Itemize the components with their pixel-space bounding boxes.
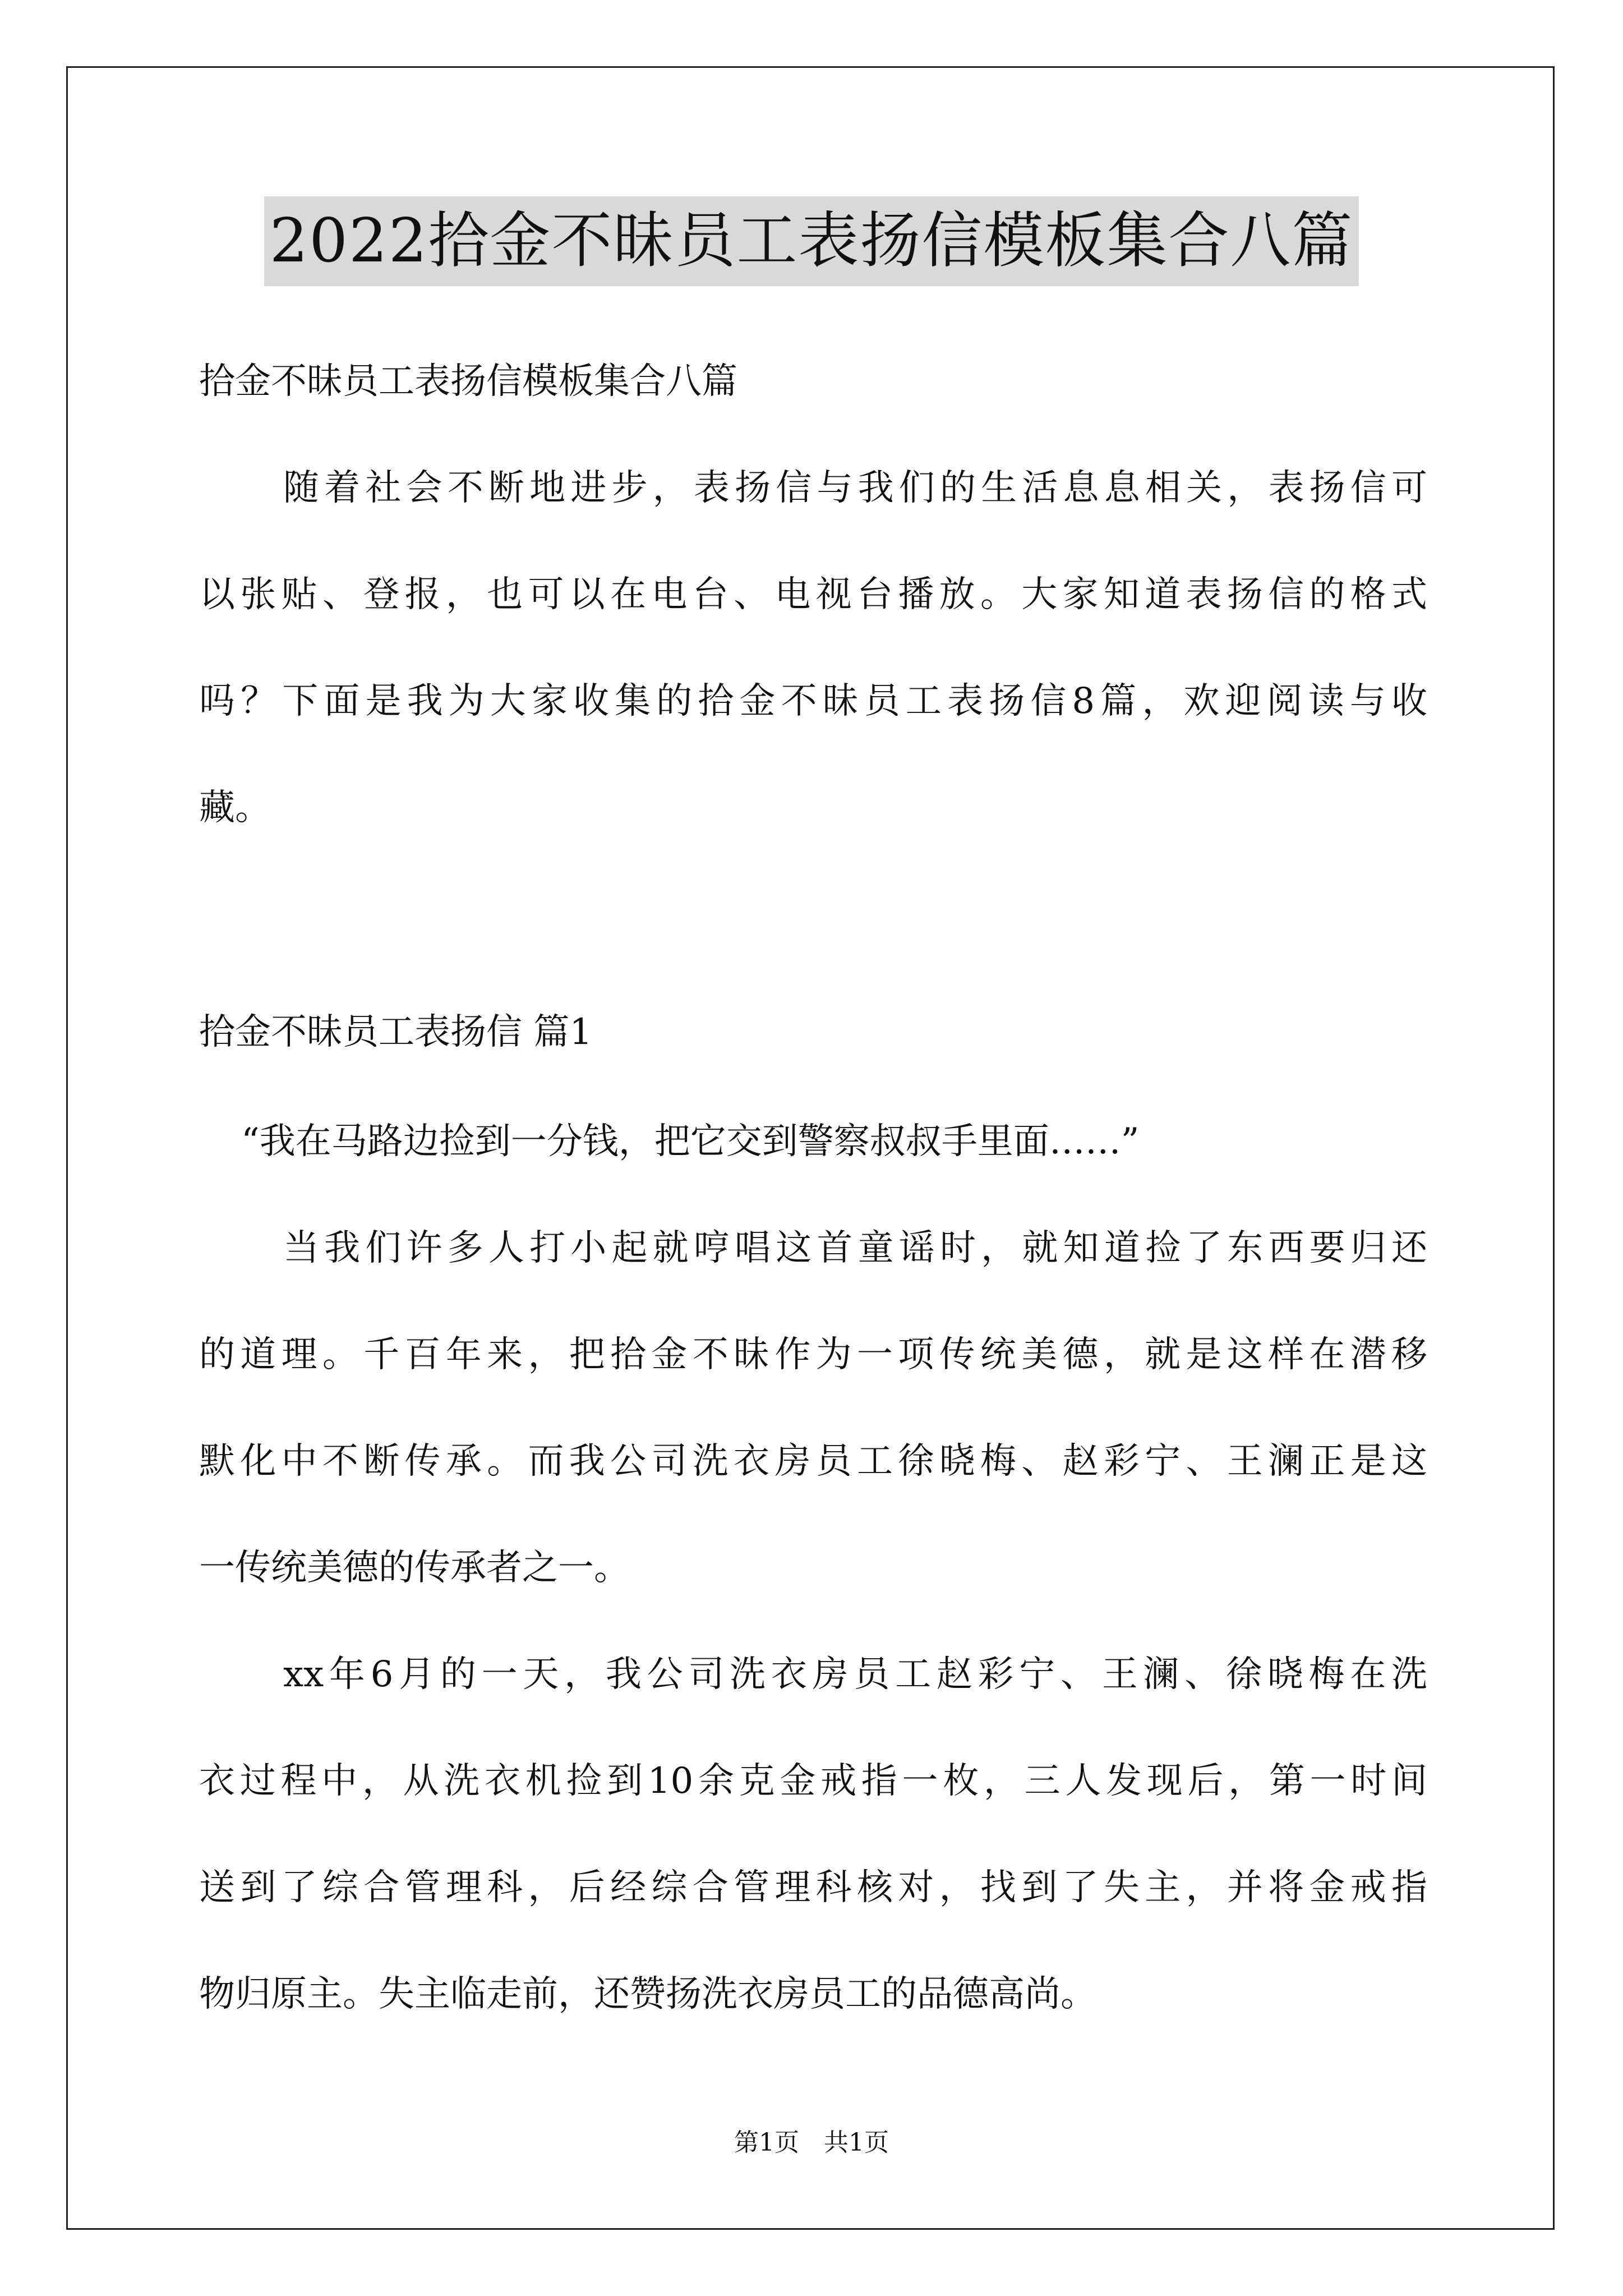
- document-title: 2022拾金不昧员工表扬信模板集合八篇: [264, 196, 1359, 286]
- quote-line: “我在马路边捡到一分钱，把它交到警察叔叔手里面……”: [241, 1121, 1140, 1162]
- intro-line-2: 以张贴、登报，也可以在电台、电视台播放。大家知道表扬信的格式: [199, 574, 1427, 615]
- intro-line-3: 吗？下面是我为大家收集的拾金不昧员工表扬信8篇，欢迎阅读与收: [199, 680, 1427, 722]
- paragraph2-line-4: 物归原主。失主临走前，还赞扬洗衣房员工的品德高尚。: [199, 1973, 1096, 2015]
- paragraph2-line-2: 衣过程中，从洗衣机捡到10余克金戒指一枚，三人发现后，第一时间: [199, 1760, 1427, 1802]
- document-subtitle: 拾金不昧员工表扬信模板集合八篇: [199, 361, 737, 402]
- paragraph1-line-2: 的道理。千百年来，把拾金不昧作为一项传统美德，就是这样在潜移: [199, 1334, 1427, 1375]
- title-container: [0, 196, 1623, 286]
- paragraph2-line-1: xx年6月的一天，我公司洗衣房员工赵彩宁、王澜、徐晓梅在洗: [283, 1654, 1427, 1695]
- paragraph1-line-3: 默化中不断传承。而我公司洗衣房员工徐晓梅、赵彩宁、王澜正是这: [199, 1441, 1427, 1482]
- section-heading: 拾金不昧员工表扬信 篇1: [199, 1011, 593, 1053]
- paragraph1-line-1: 当我们许多人打小起就哼唱这首童谣时，就知道捡了东西要归还: [283, 1227, 1427, 1269]
- paragraph1-line-4: 一传统美德的传承者之一。: [199, 1547, 630, 1589]
- intro-line-4: 藏。: [199, 787, 271, 829]
- paragraph2-line-3: 送到了综合管理科，后经综合管理科核对，找到了失主，并将金戒指: [199, 1867, 1427, 1908]
- page-footer: 第1页 共1页: [734, 2128, 889, 2157]
- intro-line-1: 随着社会不断地进步，表扬信与我们的生活息息相关，表扬信可: [283, 467, 1427, 509]
